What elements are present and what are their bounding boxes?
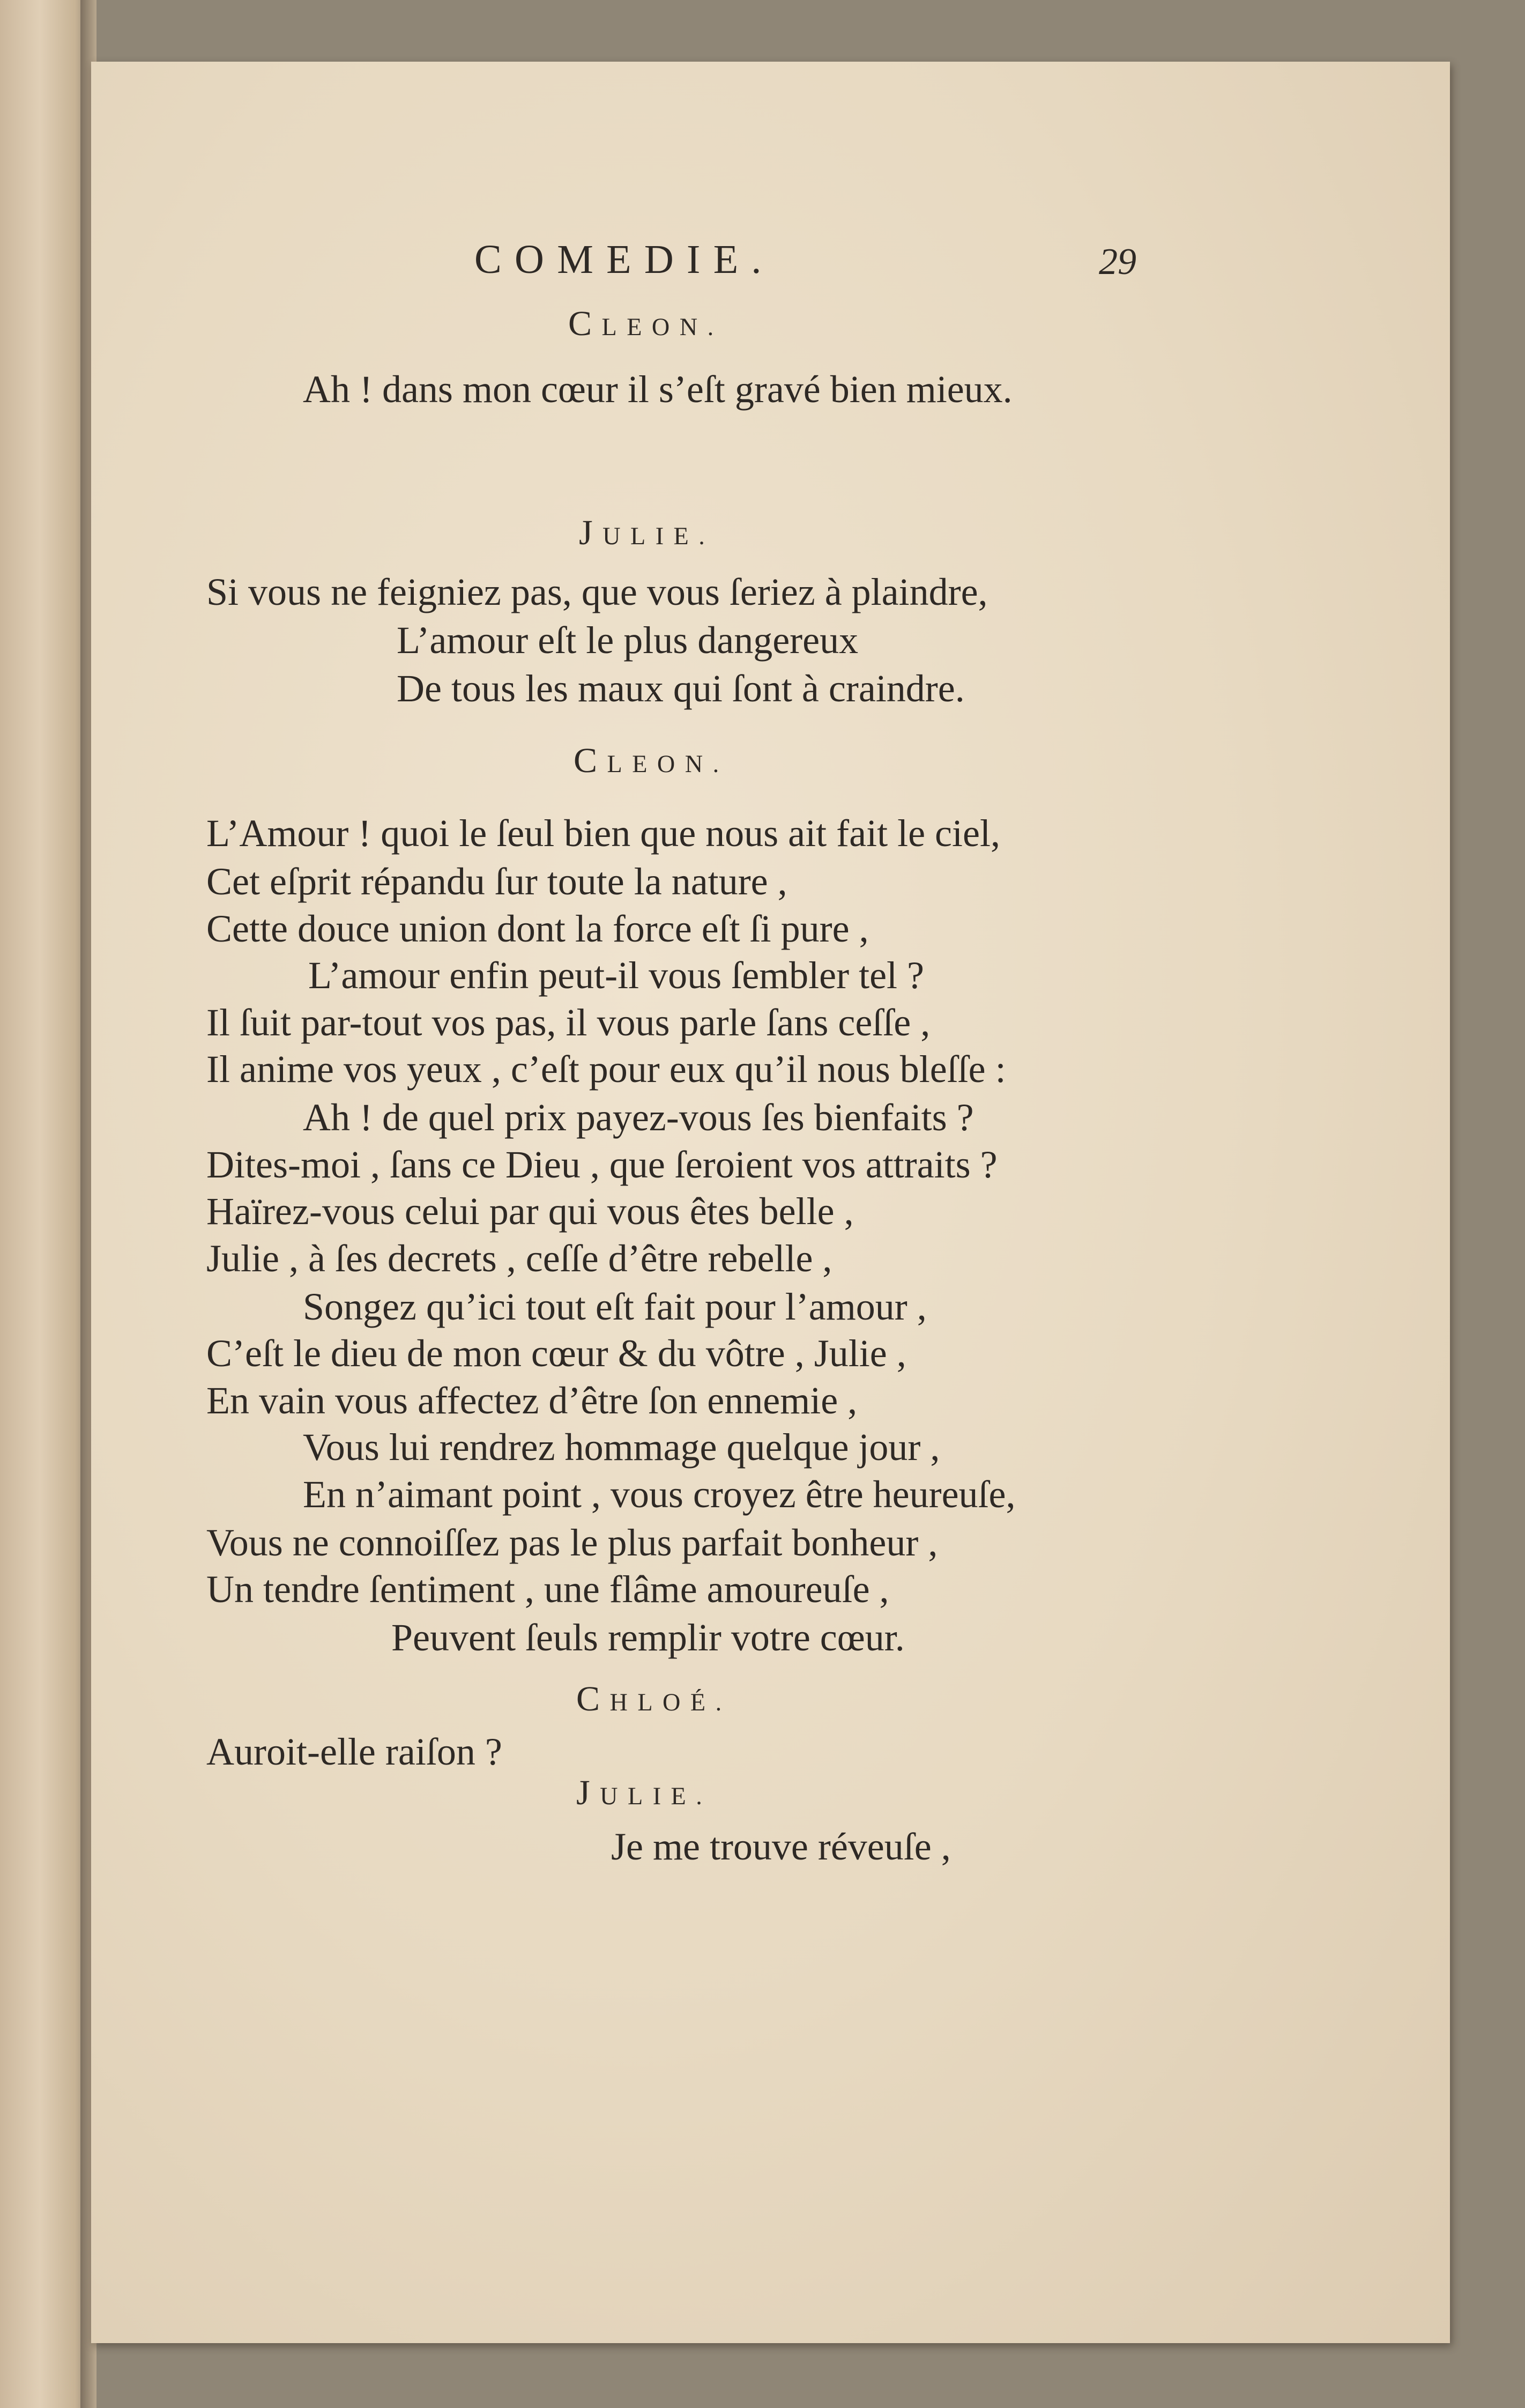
verse-line: L’amour enfin peut-il vous ſembler tel ? [308, 954, 925, 997]
verse-line: L’Amour ! quoi le ſeul bien que nous ait fait le ciel, [206, 812, 1000, 855]
verse-line: Il ſuit par-tout vos pas, il vous parle ſans ceſſe , [206, 1001, 931, 1044]
speaker-heading [576, 1676, 732, 1726]
verse-line: Cette douce union dont la force eſt ſi pure , [206, 907, 869, 950]
verse-line: Cet eſprit répandu ſur toute la nature , [206, 860, 787, 903]
speaker-heading [576, 1769, 712, 1820]
speaker-heading [579, 509, 715, 560]
verse-line: Ah ! de quel prix payez-vous ſes bienfaits ? [303, 1096, 974, 1139]
speaker-rest: HLOÉ. [609, 1688, 732, 1716]
book-page [91, 62, 1450, 2343]
speaker-initial: C [574, 741, 607, 780]
verse-line: Un tendre ſentiment , une flâme amoureuſe , [206, 1568, 889, 1611]
speaker-initial: C [576, 1679, 610, 1718]
speaker-rest: ULIE. [600, 1782, 712, 1810]
speaker-heading [574, 737, 729, 788]
verse-line: Auroit-elle raiſon ? [206, 1730, 502, 1773]
running-title: COMEDIE. [474, 237, 775, 282]
verse-line: Dites-moi , ſans ce Dieu , que ſeroient vos attraits ? [206, 1143, 998, 1186]
speaker-initial: J [579, 513, 603, 552]
verse-line: Haïrez-vous celui par qui vous êtes belle , [206, 1190, 854, 1233]
verse-line: Il anime vos yeux , c’eſt pour eux qu’il nous bleſſe : [206, 1048, 1006, 1091]
verse-line: L’amour eſt le plus dangereux [397, 619, 859, 662]
verse-line: De tous les maux qui ſont à craindre. [397, 667, 965, 710]
speaker-rest: LEON. [601, 313, 724, 340]
speaker-rest: ULIE. [602, 522, 715, 550]
previous-page-edge [0, 0, 88, 2408]
page-number: 29 [1099, 241, 1136, 283]
speaker-heading [568, 300, 724, 351]
verse-line: En vain vous affectez d’être ſon ennemie , [206, 1379, 858, 1422]
verse-line: C’eſt le dieu de mon cœur & du vôtre , Julie , [206, 1332, 906, 1375]
verse-line: En n’aimant point , vous croyez être heureuſe, [303, 1473, 1016, 1516]
verse-line: Si vous ne feigniez pas, que vous ſeriez à plaindre, [206, 570, 988, 613]
verse-line: Vous ne connoiſſez pas le plus parfait bonheur , [206, 1521, 938, 1564]
verse-line: Je me trouve réveuſe , [611, 1825, 951, 1868]
verse-line: Peuvent ſeuls remplir votre cœur. [391, 1616, 905, 1659]
verse-line: Julie , à ſes decrets , ceſſe d’être rebelle , [206, 1237, 832, 1280]
speaker-initial: C [568, 304, 602, 343]
verse-line: Songez qu’ici tout eſt fait pour l’amour , [303, 1285, 927, 1328]
verse-line: Ah ! dans mon cœur il s’eſt gravé bien mieux. [303, 368, 1013, 411]
verse-line: Vous lui rendrez hommage quelque jour , [303, 1426, 940, 1469]
speaker-rest: LEON. [607, 750, 729, 777]
speaker-initial: J [576, 1773, 600, 1812]
